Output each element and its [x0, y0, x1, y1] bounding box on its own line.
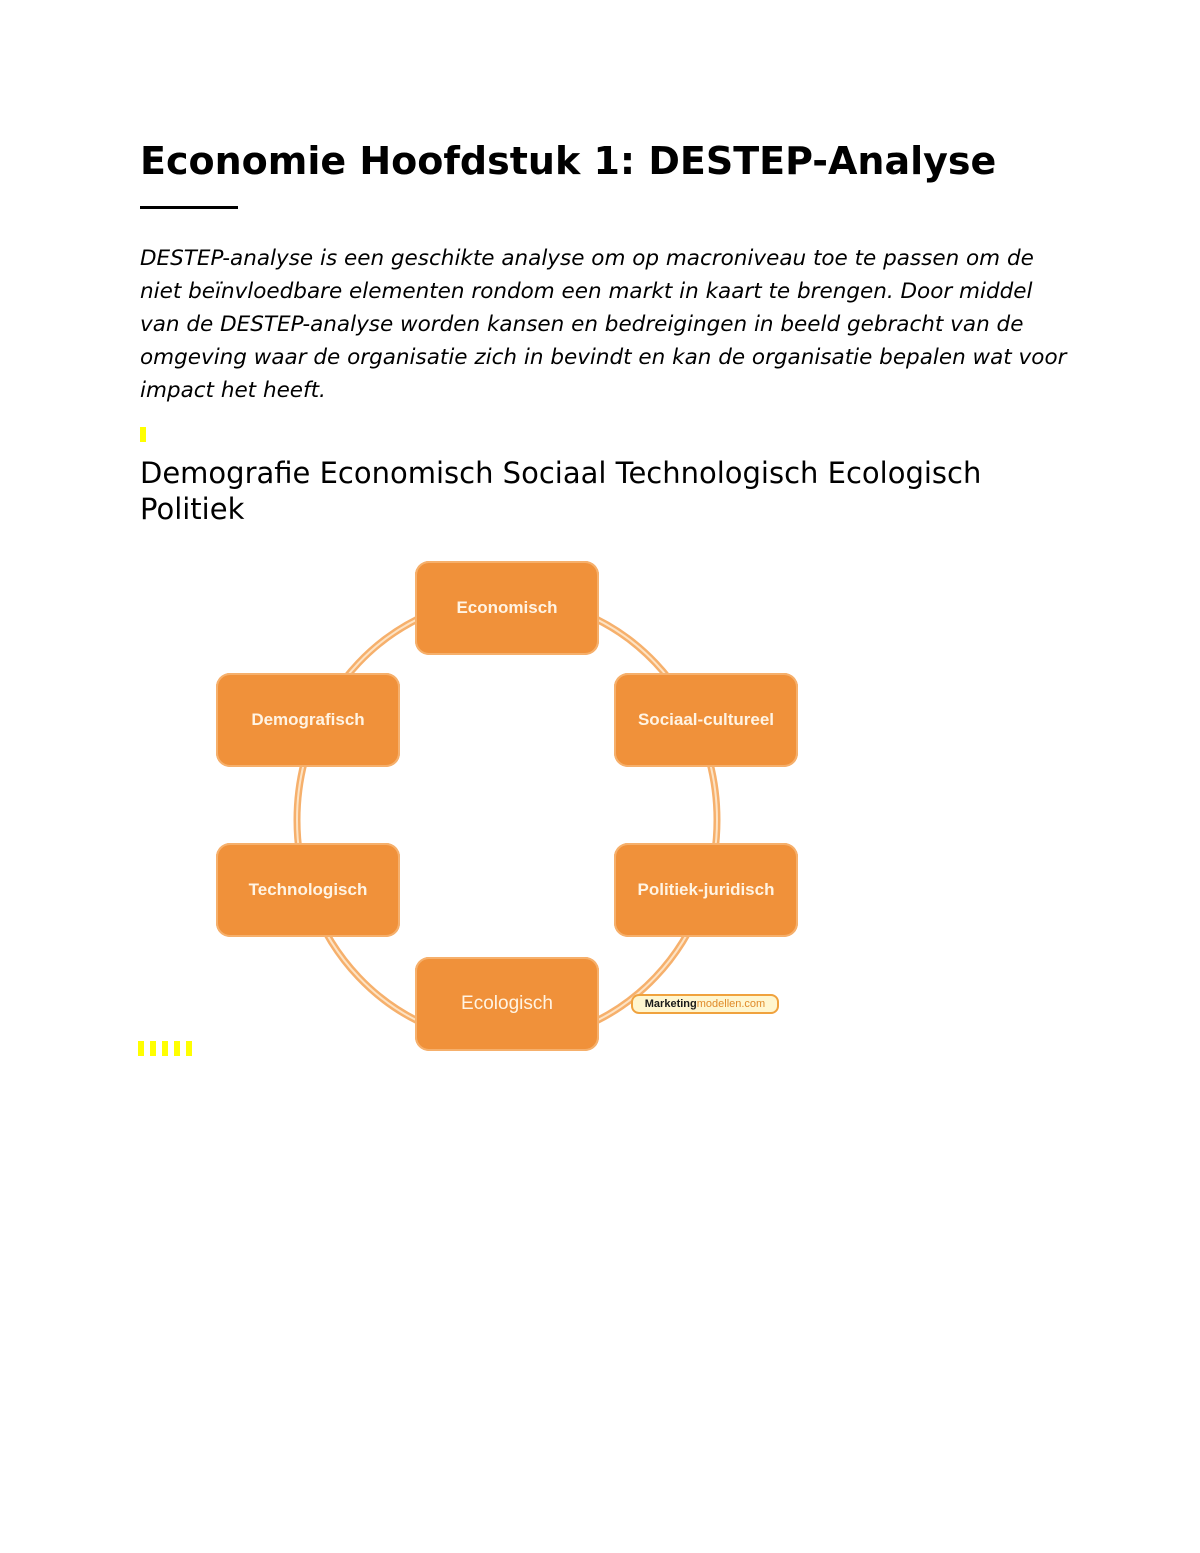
highlight-marker — [174, 1041, 180, 1056]
destep-diagram — [200, 548, 820, 1068]
highlight-markers-row — [138, 1041, 192, 1056]
node-economisch: Economisch — [415, 561, 599, 655]
highlight-marker — [140, 427, 146, 442]
highlight-marker — [162, 1041, 168, 1056]
highlight-marker — [150, 1041, 156, 1056]
highlight-marker — [138, 1041, 144, 1056]
highlight-marker — [186, 1041, 192, 1056]
node-sociaal-cultureel: Sociaal-cultureel — [614, 673, 798, 767]
intro-paragraph: DESTEP-analyse is een geschikte analyse om op macroniveau toe te passen om de niet beïnvloedbare elementen rondom een markt in kaart te brengen. Door middel van de DESTEP-analyse worden kansen en bedreigingen in beeld gebracht van de omgeving waar de organisatie zich in bevindt en kan de organisatie bepalen wat voor impact het heeft. — [140, 246, 1067, 403]
page-title: Economie Hoofdstuk 1: DESTEP-Analyse — [140, 139, 997, 183]
node-ecologisch: Ecologisch — [415, 957, 599, 1051]
watermark-part2: modellen.com — [696, 998, 766, 1010]
node-demografisch: Demografisch — [216, 673, 400, 767]
watermark-badge — [631, 994, 779, 1014]
node-technologisch: Technologisch — [216, 843, 400, 937]
node-politiek-juridisch: Politiek-juridisch — [614, 843, 798, 937]
watermark-part1: Marketing — [644, 998, 697, 1010]
title-underline — [140, 206, 238, 209]
destep-heading: Demografie Economisch Sociaal Technologisch Ecologisch Politiek — [140, 456, 982, 526]
